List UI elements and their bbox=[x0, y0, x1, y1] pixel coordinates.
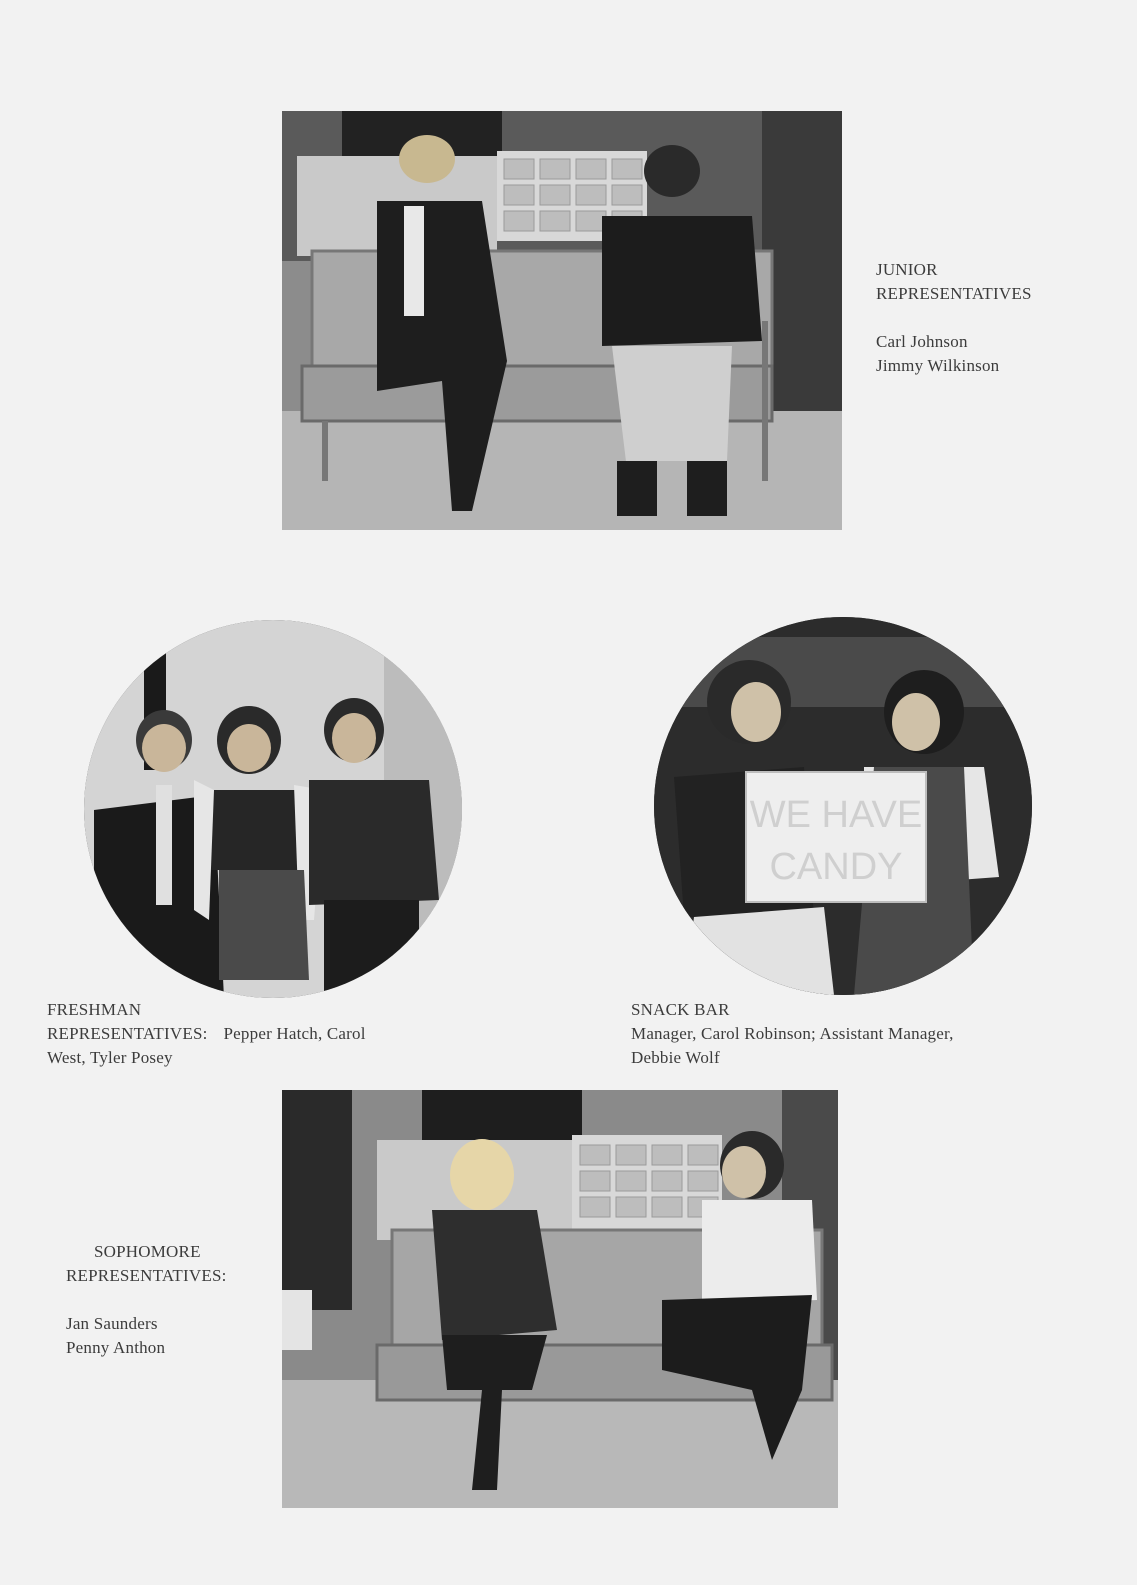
junior-name-2: Jimmy Wilkinson bbox=[876, 356, 1000, 375]
snack-bar-heading: SNACK BAR bbox=[631, 1000, 730, 1019]
snack-bar-line1: Manager, Carol Robinson; Assistant Manager, bbox=[631, 1024, 954, 1043]
sophomore-name-1: Jan Saunders bbox=[66, 1314, 158, 1333]
junior-caption bbox=[876, 258, 1096, 378]
freshman-names-part2: West, Tyler Posey bbox=[47, 1048, 173, 1067]
freshman-heading-line2: REPRESENTATIVES: bbox=[47, 1024, 208, 1043]
junior-heading-line1: JUNIOR bbox=[876, 260, 938, 279]
sophomore-representatives-photo bbox=[282, 1090, 838, 1508]
snack-bar-caption bbox=[631, 998, 1111, 1070]
junior-heading-line2: REPRESENTATIVES bbox=[876, 284, 1032, 303]
snack-bar-line2: Debbie Wolf bbox=[631, 1048, 720, 1067]
freshman-heading-line2-row bbox=[47, 1022, 467, 1046]
sign-line2: CANDY bbox=[769, 846, 903, 888]
sophomore-caption bbox=[66, 1240, 276, 1360]
snack-bar-photo bbox=[654, 617, 1032, 995]
freshman-heading-line1: FRESHMAN bbox=[47, 1000, 142, 1019]
sophomore-heading-line2: REPRESENTATIVES: bbox=[66, 1266, 227, 1285]
freshman-caption bbox=[47, 998, 467, 1070]
freshman-names-part1: Pepper Hatch, Carol bbox=[223, 1024, 366, 1043]
sophomore-name-2: Penny Anthon bbox=[66, 1338, 166, 1357]
sign-line1: WE HAVE bbox=[749, 794, 923, 836]
freshman-representatives-photo bbox=[84, 620, 462, 998]
junior-name-1: Carl Johnson bbox=[876, 332, 968, 351]
sophomore-heading-line1: SOPHOMORE bbox=[94, 1242, 201, 1261]
junior-representatives-photo bbox=[282, 111, 842, 530]
